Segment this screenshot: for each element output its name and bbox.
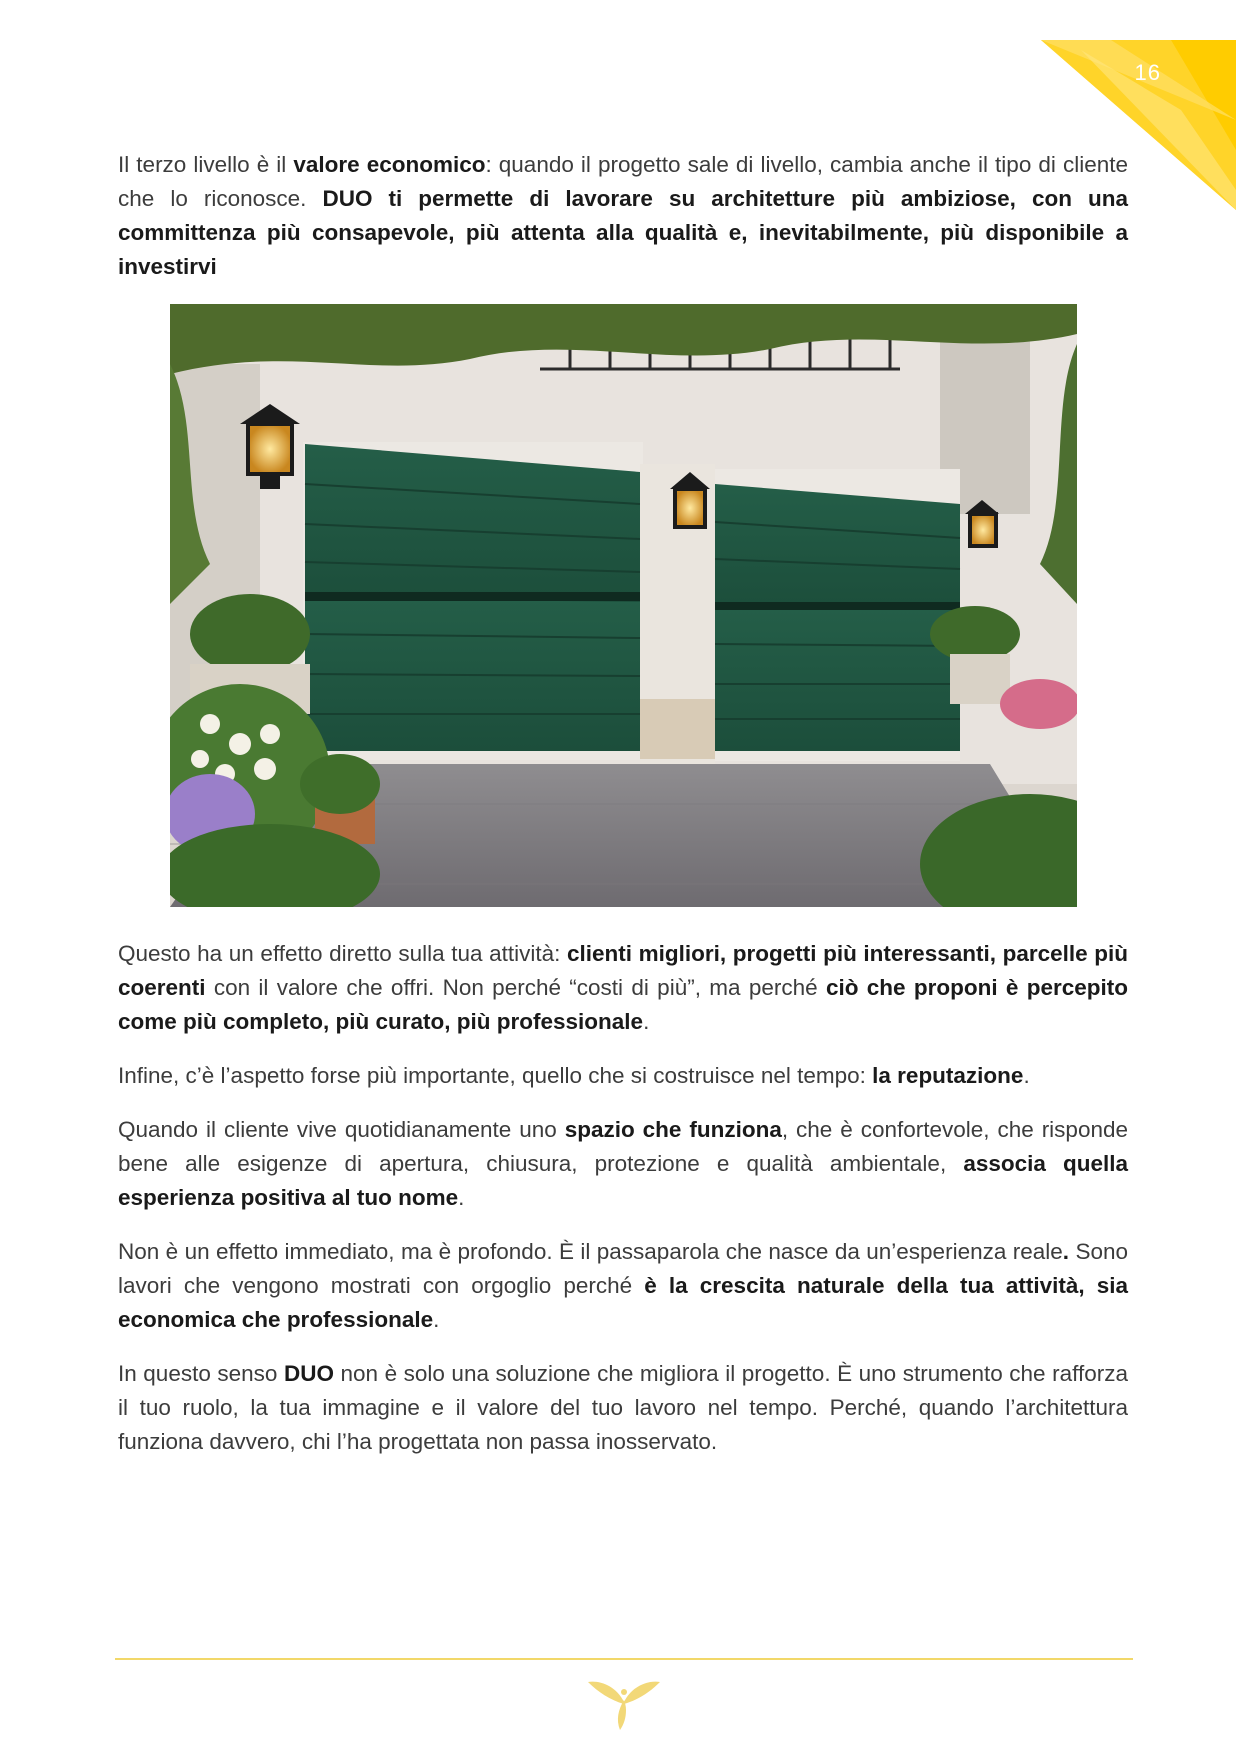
bold-text-segment: DUO xyxy=(283,1361,334,1386)
text-segment: con il valore che offri. Non perché “costi di più”, ma perché xyxy=(205,975,826,1000)
text-segment: Non è un effetto immediato, ma è profondo. È il passaparola che nasce da un’esperienza reale xyxy=(118,1239,1063,1264)
text-segment: Infine, c’è l’aspetto forse più importante, quello che si costruisce nel tempo: xyxy=(118,1063,873,1088)
bold-text-segment: valore economico xyxy=(293,152,486,177)
main-content xyxy=(118,148,1128,1479)
text-segment: Il terzo livello è il xyxy=(118,152,294,177)
paragraph-3 xyxy=(118,1059,1128,1093)
text-segment: Questo ha un effetto diretto sulla tua attività: xyxy=(118,941,567,966)
text-segment: Quando il cliente vive quotidianamente uno xyxy=(118,1117,565,1142)
text-segment: . xyxy=(643,1009,650,1034)
paragraph-6 xyxy=(118,1357,1128,1459)
garage-doors-photo xyxy=(170,304,1077,907)
bold-text-segment: clienti migliori, progetti più interessanti, parcelle più coerenti xyxy=(118,941,1128,1000)
paragraph-2 xyxy=(118,937,1128,1039)
text-segment: non è solo una soluzione che migliora il progetto. È uno strumento che rafforza il tuo ruolo, la tua immagine e il valore del tuo lavoro nel tempo. Perché, quando l’architettura funziona davvero, chi l’ha progettata non passa inosservato. xyxy=(118,1361,1128,1454)
leaf-mark-icon xyxy=(586,1674,662,1732)
bold-text-segment: DUO ti permette di lavorare su architetture più ambiziose, con una committenza più consapevole, più attenta alla qualità e, inevitabilmente, più disponibile a investirvi xyxy=(118,186,1128,279)
paragraph-5 xyxy=(118,1235,1128,1337)
paragraph-1 xyxy=(118,148,1128,284)
text-segment: : quando il progetto sale di livello, cambia anche il tipo di cliente che lo riconosce. xyxy=(118,152,1128,211)
paragraph-4 xyxy=(118,1113,1128,1215)
bold-text-segment: ciò che proponi è percepito come più completo, più curato, più professionale xyxy=(118,975,1128,1034)
text-segment: . xyxy=(433,1307,440,1332)
bold-text-segment: spazio che funziona xyxy=(564,1117,782,1142)
text-segment: . xyxy=(458,1185,465,1210)
text-segment: . xyxy=(1023,1063,1030,1088)
text-segment: In questo senso xyxy=(118,1361,284,1386)
footer-divider xyxy=(115,1658,1133,1660)
bold-text-segment: associa quella esperienza positiva al tuo nome xyxy=(118,1151,1128,1210)
page-number: 16 xyxy=(1134,60,1161,85)
text-segment: Sono lavori che vengono mostrati con orgoglio perché xyxy=(118,1239,1128,1298)
text-segment: , che è confortevole, che risponde bene alle esigenze di apertura, chiusura, protezione e qualità ambientale, xyxy=(118,1117,1128,1176)
bold-text-segment: è la crescita naturale della tua attività, sia economica che professionale xyxy=(118,1273,1128,1332)
bold-text-segment: . xyxy=(1062,1239,1070,1264)
bold-text-segment: la reputazione xyxy=(872,1063,1024,1088)
